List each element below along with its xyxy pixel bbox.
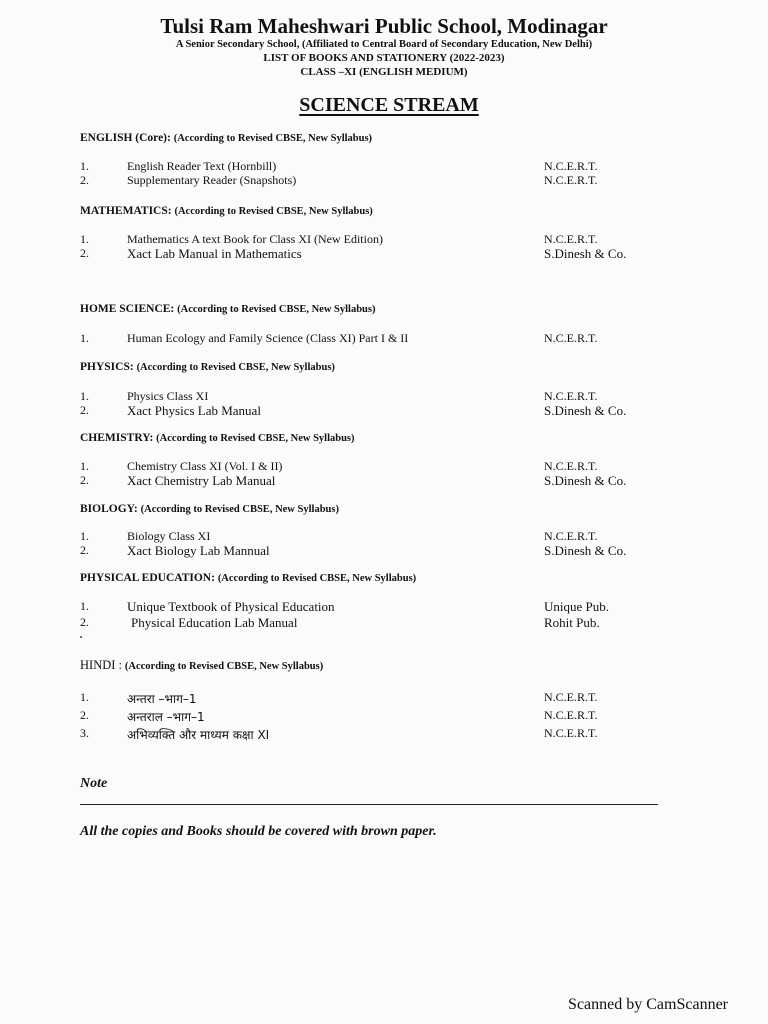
item-number: 1. xyxy=(80,599,89,613)
item-publisher: N.C.E.R.T. xyxy=(544,726,598,740)
section-note: (According to Revised CBSE, New Syllabus) xyxy=(177,304,376,315)
item-publisher: S.Dinesh & Co. xyxy=(544,473,627,488)
section-subject: BIOLOGY: xyxy=(80,503,138,515)
scanner-watermark: Scanned by CamScanner xyxy=(568,996,728,1013)
section-subject: CHEMISTRY: xyxy=(80,432,154,444)
section-heading-biology xyxy=(80,503,339,515)
item-publisher: N.C.E.R.T. xyxy=(544,690,598,704)
item-number: 2. xyxy=(80,473,89,487)
section-subject: HINDI : xyxy=(80,658,123,672)
section-note: (According to Revised CBSE, New Syllabus) xyxy=(174,206,373,217)
item-publisher: S.Dinesh & Co. xyxy=(544,403,627,418)
list-item xyxy=(80,246,700,262)
item-title: Physical Education Lab Manual xyxy=(131,615,298,630)
section-heading-chemistry xyxy=(80,432,355,444)
item-title: English Reader Text (Hornbill) xyxy=(127,159,277,173)
section-subject: ENGLISH (Core): xyxy=(80,132,171,144)
list-item xyxy=(80,403,700,419)
stream-heading-text: SCIENCE STREAM xyxy=(299,94,479,116)
section-heading-hindi xyxy=(80,658,323,673)
item-title: Unique Textbook of Physical Education xyxy=(127,599,335,614)
section-subject: MATHEMATICS: xyxy=(80,205,172,217)
divider xyxy=(80,804,658,805)
item-title: अन्तरा –भाग–1 xyxy=(127,692,197,706)
item-title: Chemistry Class XI (Vol. I & II) xyxy=(127,459,283,473)
item-publisher: Unique Pub. xyxy=(544,599,609,614)
item-title: Physics Class XI xyxy=(127,389,209,403)
section-note: (According to Revised CBSE, New Syllabus) xyxy=(136,362,335,373)
section-note: (According to Revised CBSE, New Syllabus) xyxy=(124,661,324,672)
item-title: Mathematics A text Book for Class XI (New Edition) xyxy=(127,232,383,246)
section-heading-home-science xyxy=(80,303,375,315)
item-publisher: N.C.E.R.T. xyxy=(544,331,598,345)
item-number: 1. xyxy=(80,690,89,704)
list-item xyxy=(80,599,700,615)
list-item xyxy=(80,615,700,631)
list-item xyxy=(80,173,700,189)
list-title: LIST OF BOOKS AND STATIONERY (2022-2023) xyxy=(263,52,505,64)
section-subject: PHYSICAL EDUCATION: xyxy=(80,572,215,584)
item-number: 2. xyxy=(80,403,89,417)
item-publisher: N.C.E.R.T. xyxy=(544,459,598,473)
item-title: अभिव्यक्ति और माध्यम कक्षा XI xyxy=(127,728,270,742)
item-number: 2. xyxy=(80,543,89,557)
item-number: 1. xyxy=(80,389,89,403)
item-title: Xact Chemistry Lab Manual xyxy=(127,473,276,488)
item-number: 1. xyxy=(80,529,89,543)
item-title: Supplementary Reader (Snapshots) xyxy=(127,173,297,187)
section-note: (According to Revised CBSE, New Syllabus) xyxy=(140,504,339,515)
section-heading-english xyxy=(80,132,372,144)
item-title: Xact Physics Lab Manual xyxy=(127,403,261,418)
stream-heading xyxy=(0,94,768,117)
section-heading-mathematics xyxy=(80,205,373,217)
item-number: 2. xyxy=(80,246,89,260)
item-publisher: N.C.E.R.T. xyxy=(544,389,598,403)
item-title: Xact Lab Manual in Mathematics xyxy=(127,246,302,261)
item-number: 2. xyxy=(80,173,89,187)
item-number: 1. xyxy=(80,159,89,173)
item-number: 3. xyxy=(80,726,89,740)
item-number: 2. xyxy=(80,615,89,629)
note-label: Note xyxy=(80,776,108,791)
item-title: अन्तराल –भाग–1 xyxy=(127,710,205,724)
section-note: (According to Revised CBSE, New Syllabus) xyxy=(217,573,417,584)
item-publisher: N.C.E.R.T. xyxy=(544,159,598,173)
section-note: (According to Revised CBSE, New Syllabus) xyxy=(156,433,355,444)
item-number: 1. xyxy=(80,459,89,473)
item-number: 1. xyxy=(80,232,89,246)
item-publisher: N.C.E.R.T. xyxy=(544,529,598,543)
list-item xyxy=(80,543,700,559)
item-publisher: N.C.E.R.T. xyxy=(544,708,598,722)
list-item xyxy=(80,726,700,742)
list-item xyxy=(80,473,700,489)
item-title: Biology Class XI xyxy=(127,529,211,543)
school-name: Tulsi Ram Maheshwari Public School, Modinagar xyxy=(160,14,608,38)
section-heading-physics xyxy=(80,361,335,373)
item-number: 2. xyxy=(80,708,89,722)
section-note: (According to Revised CBSE, New Syllabus) xyxy=(173,133,373,144)
class-info: CLASS –XI (ENGLISH MEDIUM) xyxy=(300,66,468,78)
affiliation-line: A Senior Secondary School, (Affiliated to Central Board of Secondary Education, New Delhi) xyxy=(175,39,593,50)
section-subject: HOME SCIENCE: xyxy=(80,303,175,315)
item-title: Xact Biology Lab Mannual xyxy=(127,543,270,558)
item-publisher: S.Dinesh & Co. xyxy=(544,246,627,261)
stray-dot xyxy=(80,636,82,638)
list-item xyxy=(80,708,700,724)
item-publisher: Rohit Pub. xyxy=(544,615,600,630)
item-publisher: N.C.E.R.T. xyxy=(544,232,598,246)
section-heading-physical-education xyxy=(80,572,416,584)
list-item xyxy=(80,690,700,706)
item-publisher: S.Dinesh & Co. xyxy=(544,543,627,558)
section-subject: PHYSICS: xyxy=(80,361,134,373)
item-number: 1. xyxy=(80,331,89,345)
item-publisher: N.C.E.R.T. xyxy=(544,173,598,187)
footer-note: All the copies and Books should be covered with brown paper. xyxy=(80,824,437,839)
item-title: Human Ecology and Family Science (Class XI) Part I & II xyxy=(127,331,409,345)
list-item xyxy=(80,331,700,347)
